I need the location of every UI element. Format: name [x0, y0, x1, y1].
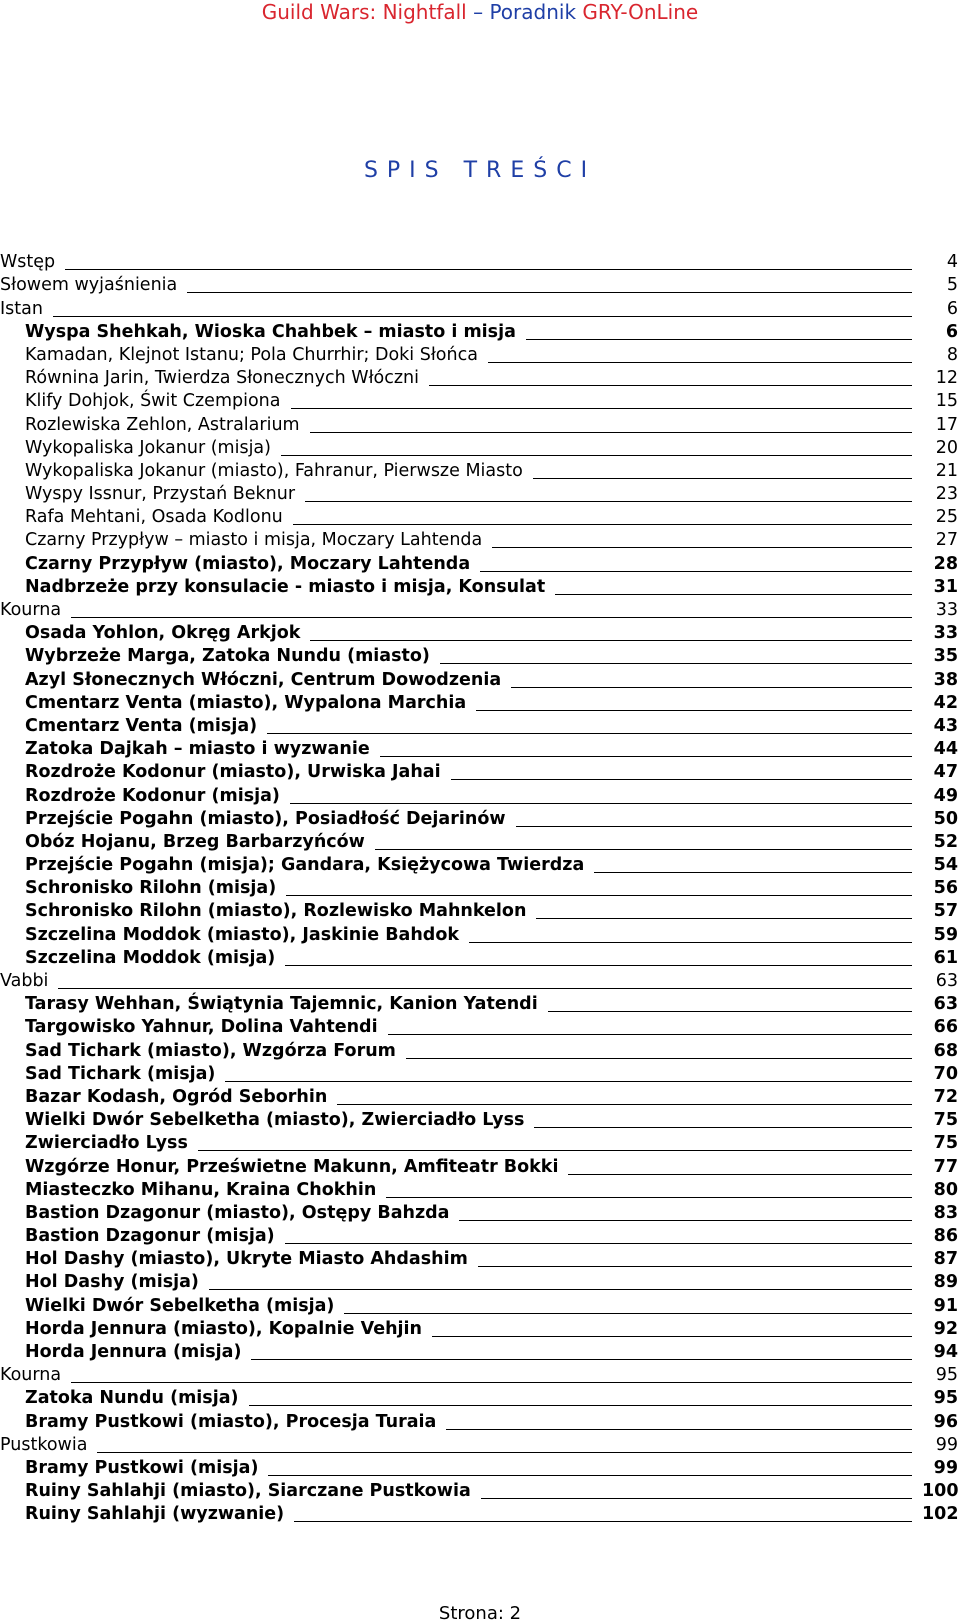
toc-entry: [0, 274, 960, 297]
toc-entry-title: Klify Dohjok, Świt Czempiona: [25, 391, 281, 412]
toc-entry-title: Schronisko Rilohn (miasto), Rozlewisko Mahnkelon: [25, 901, 527, 922]
toc-entry-page: 91: [933, 1295, 958, 1316]
toc-leader-line: [310, 432, 912, 433]
toc-entry-page: 83: [933, 1202, 958, 1223]
toc-entry-title: Zatoka Nundu (misja): [25, 1388, 239, 1409]
toc-entry-page: 42: [933, 692, 958, 713]
toc-entry-title: Słowem wyjaśnienia: [0, 275, 178, 296]
toc-entry: [0, 483, 960, 506]
toc-entry-title: Cmentarz Venta (misja): [25, 715, 258, 736]
toc-entry: [0, 1341, 960, 1364]
toc-entry: [0, 321, 960, 344]
toc-leader-line: [548, 1011, 912, 1012]
toc-entry: [0, 1225, 960, 1248]
toc-entry-page: 57: [933, 901, 958, 922]
toc-entry-page: 89: [933, 1272, 958, 1293]
toc-entry-page: 23: [935, 484, 958, 505]
toc-leader-line: [337, 1104, 912, 1105]
toc-entry-title: Równina Jarin, Twierdza Słonecznych Włóczni: [25, 368, 420, 389]
toc-entry-page: 86: [933, 1226, 958, 1247]
toc-entry-title: Bazar Kodash, Ogród Seborhin: [25, 1086, 328, 1107]
toc-entry-title: Tarasy Wehhan, Świątynia Tajemnic, Kanion Yatendi: [25, 994, 538, 1015]
toc-entry: [0, 599, 960, 622]
toc-leader-line: [451, 779, 912, 780]
toc-entry: [0, 1503, 960, 1526]
toc-entry-title: Horda Jennura (misja): [25, 1342, 242, 1362]
toc-leader-line: [97, 1452, 912, 1453]
toc-entry-title: Sad Tichark (miasto), Wzgórza Forum: [25, 1040, 396, 1061]
toc-leader-line: [432, 1336, 912, 1337]
toc-entry-title: Schronisko Rilohn (misja): [25, 878, 277, 899]
toc-entry: [0, 1109, 960, 1132]
toc-leader-line: [492, 547, 912, 548]
toc-entry: [0, 1179, 960, 1202]
toc-entry-title: Bastion Dzagonur (miasto), Ostępy Bahzda: [25, 1202, 450, 1223]
toc-entry: [0, 1364, 960, 1387]
toc-entry: [0, 784, 960, 807]
toc-entry-page: 75: [933, 1110, 958, 1131]
toc-entry: [0, 738, 960, 761]
toc-entry: [0, 947, 960, 970]
toc-leader-line: [533, 478, 912, 479]
toc-leader-line: [440, 663, 912, 664]
toc-leader-line: [281, 455, 912, 456]
toc-entry-page: 59: [933, 924, 958, 945]
toc-entry: [0, 761, 960, 784]
toc-entry-title: Przejście Pogahn (miasto), Posiadłość Dejarinów: [25, 808, 506, 829]
toc-entry-title: Wykopaliska Jokanur (miasto), Fahranur, Pierwsze Miasto: [25, 460, 523, 481]
toc-entry-title: Istan: [0, 298, 43, 319]
toc-entry: [0, 622, 960, 645]
toc-leader-line: [209, 1289, 912, 1290]
toc-leader-line: [267, 733, 912, 734]
toc-entry-page: 49: [933, 785, 958, 806]
toc-entry: [0, 460, 960, 483]
toc-leader-line: [459, 1220, 912, 1221]
toc-leader-line: [249, 1405, 912, 1406]
toc-leader-line: [511, 687, 912, 688]
toc-entry: [0, 506, 960, 529]
toc-leader-line: [294, 1521, 912, 1522]
toc-entry: [0, 552, 960, 575]
toc-entry-title: Sad Tichark (misja): [25, 1063, 216, 1084]
toc-leader-line: [285, 965, 912, 966]
toc-leader-line: [286, 895, 912, 896]
toc-entry-page: 17: [935, 414, 958, 435]
toc-entry-page: 75: [933, 1133, 958, 1154]
toc-entry: [0, 993, 960, 1016]
toc-entry-page: 38: [933, 669, 958, 690]
toc-entry-page: 80: [933, 1179, 958, 1200]
toc-leader-line: [198, 1150, 912, 1151]
toc-entry: [0, 831, 960, 854]
toc-entry-page: 33: [933, 623, 958, 644]
toc-entry-page: 99: [933, 1457, 958, 1478]
toc-entry-title: Wyspy Issnur, Przystań Beknur: [25, 484, 296, 505]
toc-entry-page: 8: [946, 344, 958, 365]
toc-leader-line: [568, 1174, 912, 1175]
toc-entry: [0, 1271, 960, 1294]
toc-entry: [0, 900, 960, 923]
toc-leader-line: [594, 872, 912, 873]
toc-entry-title: Targowisko Yahnur, Dolina Vahtendi: [25, 1017, 378, 1038]
toc-entry: [0, 1480, 960, 1503]
toc-entry-title: Szczelina Moddok (miasto), Jaskinie Bahdok: [25, 924, 459, 945]
toc-entry-title: Pustkowia: [0, 1434, 88, 1455]
toc-entry-page: 4: [946, 252, 958, 273]
toc-entry-page: 6: [946, 298, 958, 319]
toc-entry-page: 56: [933, 878, 958, 899]
toc-leader-line: [310, 640, 912, 641]
toc-entry-title: Kourna: [0, 600, 62, 620]
toc-entry-title: Wielki Dwór Sebelketha (misja): [25, 1295, 335, 1316]
toc-entry-page: 12: [935, 368, 958, 389]
toc-entry-title: Hol Dashy (misja): [25, 1272, 199, 1293]
toc-entry: [0, 251, 960, 274]
toc-entry: [0, 390, 960, 413]
toc-entry-title: Wstęp: [0, 252, 56, 273]
toc-entry-title: Rafa Mehtani, Osada Kodlonu: [25, 507, 283, 528]
toc-entry-page: 5: [946, 275, 958, 296]
toc-entry-page: 28: [933, 553, 958, 574]
toc-leader-line: [58, 988, 912, 989]
toc-leader-line: [481, 1498, 912, 1499]
toc-entry-page: 43: [933, 715, 958, 736]
toc-heading: SPIS TREŚCI: [363, 158, 597, 183]
toc-entry-title: Osada Yohlon, Okręg Arkjok: [25, 623, 301, 644]
toc-entry-title: Bastion Dzagonur (misja): [25, 1226, 275, 1247]
toc-entry: [0, 715, 960, 738]
toc-entry-title: Bramy Pustkowi (misja): [25, 1457, 259, 1478]
toc-entry-page: 66: [933, 1017, 958, 1038]
toc-leader-line: [478, 1266, 912, 1267]
toc-entry: [0, 367, 960, 390]
toc-entry: [0, 808, 960, 831]
toc-entry-title: Wybrzeże Marga, Zatoka Nundu (miasto): [25, 646, 430, 667]
toc-leader-line: [344, 1313, 912, 1314]
toc-entry-title: Miasteczko Mihanu, Kraina Chokhin: [25, 1179, 377, 1200]
toc-leader-line: [388, 1034, 912, 1035]
toc-entry-title: Ruiny Sahlahji (wyzwanie): [25, 1504, 285, 1525]
toc-leader-line: [516, 826, 912, 827]
toc-entry-page: 100: [922, 1481, 959, 1502]
toc-entry-title: Zatoka Dajkah – miasto i wyzwanie: [25, 739, 370, 760]
toc-leader-line: [406, 1058, 912, 1059]
toc-entry-page: 95: [933, 1388, 958, 1409]
toc-entry-page: 61: [933, 947, 958, 968]
toc-entry-title: Vabbi: [0, 971, 49, 991]
toc-entry: [0, 344, 960, 367]
toc-entry: [0, 692, 960, 715]
toc-entry-title: Rozdroże Kodonur (misja): [25, 785, 280, 806]
toc-entry: [0, 529, 960, 552]
toc-entry-page: 70: [933, 1063, 958, 1084]
header-separator: – Poradnik: [466, 0, 583, 24]
toc-entry: [0, 923, 960, 946]
toc-leader-line: [386, 1197, 912, 1198]
toc-entry: [0, 668, 960, 691]
toc-entry-page: 77: [933, 1156, 958, 1177]
toc-entry-title: Wielki Dwór Sebelketha (miasto), Zwierciadło Lyss: [25, 1110, 525, 1131]
toc-leader-line: [429, 385, 912, 386]
toc-entry: [0, 1434, 960, 1457]
toc-entry-title: Obóz Hojanu, Brzeg Barbarzyńców: [25, 831, 365, 852]
toc-entry-page: 27: [935, 530, 958, 551]
toc-entry: [0, 297, 960, 320]
toc-entry-title: Horda Jennura (miasto), Kopalnie Vehjin: [25, 1318, 422, 1339]
toc-leader-line: [53, 316, 912, 317]
toc-entry-page: 87: [933, 1249, 958, 1270]
header-game-title: Guild Wars: Nightfall: [261, 0, 467, 24]
toc-entry-title: Zwierciadło Lyss: [25, 1133, 188, 1154]
toc-entry-page: 6: [945, 321, 958, 342]
toc-entry: [0, 1294, 960, 1317]
toc-leader-line: [380, 756, 912, 757]
toc-entry-page: 94: [933, 1342, 958, 1362]
toc-entry-title: Czarny Przypływ – miasto i misja, Moczary Lahtenda: [25, 530, 483, 551]
toc-entry: [0, 1155, 960, 1178]
toc-entry-page: 50: [933, 808, 958, 829]
toc-leader-line: [251, 1359, 912, 1360]
toc-entry-page: 52: [933, 831, 958, 852]
toc-entry-title: Nadbrzeże przy konsulacie - miasto i misja, Konsulat: [25, 576, 546, 597]
toc-leader-line: [526, 339, 912, 340]
toc-leader-line: [534, 1127, 912, 1128]
toc-leader-line: [476, 710, 912, 711]
toc-entry: [0, 1202, 960, 1225]
toc-entry-title: Rozlewiska Zehlon, Astralarium: [25, 414, 300, 435]
toc-entry-page: 25: [935, 507, 958, 528]
toc-entry-title: Wykopaliska Jokanur (misja): [25, 437, 271, 458]
toc-entry-title: Przejście Pogahn (misja); Gandara, Księżycowa Twierdza: [25, 855, 585, 876]
table-of-contents: [0, 251, 960, 1526]
toc-entry: [0, 854, 960, 877]
toc-entry-page: 68: [933, 1040, 958, 1061]
toc-leader-line: [488, 362, 912, 363]
toc-leader-line: [305, 501, 912, 502]
header-publisher: GRY-OnLine: [582, 0, 699, 24]
toc-entry-page: 102: [922, 1504, 959, 1525]
toc-leader-line: [290, 803, 912, 804]
toc-entry: [0, 877, 960, 900]
toc-entry-page: 63: [935, 971, 958, 991]
toc-entry-page: 63: [933, 994, 958, 1015]
toc-entry-title: Rozdroże Kodonur (miasto), Urwiska Jahai: [25, 762, 441, 783]
toc-entry-page: 92: [933, 1318, 958, 1339]
toc-entry-title: Hol Dashy (miasto), Ukryte Miasto Ahdashim: [25, 1249, 468, 1270]
toc-entry-title: Cmentarz Venta (miasto), Wypalona Marchia: [25, 692, 467, 713]
toc-entry-title: Kourna: [0, 1365, 62, 1386]
running-header: [0, 0, 960, 24]
toc-entry: [0, 1086, 960, 1109]
toc-entry-title: Ruiny Sahlahji (miasto), Siarczane Pustkowia: [25, 1481, 471, 1502]
toc-entry-title: Czarny Przypływ (miasto), Moczary Lahtenda: [25, 553, 471, 574]
toc-leader-line: [285, 1243, 912, 1244]
toc-entry: [0, 1132, 960, 1155]
toc-entry: [0, 1248, 960, 1271]
toc-entry-page: 47: [933, 762, 958, 783]
toc-leader-line: [71, 617, 912, 618]
toc-entry-page: 33: [935, 600, 958, 620]
page-number-footer: Strona: 2: [438, 1603, 522, 1624]
toc-leader-line: [446, 1429, 912, 1430]
toc-entry-page: 72: [933, 1086, 958, 1107]
toc-leader-line: [65, 269, 912, 270]
toc-leader-line: [480, 571, 912, 572]
toc-entry-title: Wzgórze Honur, Prześwietne Makunn, Amfiteatr Bokki: [25, 1156, 559, 1177]
toc-entry: [0, 1063, 960, 1086]
toc-entry: [0, 645, 960, 668]
toc-entry-page: 35: [933, 646, 958, 667]
toc-entry: [0, 576, 960, 599]
toc-leader-line: [268, 1475, 912, 1476]
toc-leader-line: [187, 292, 912, 293]
toc-leader-line: [291, 408, 913, 409]
toc-entry-page: 44: [933, 739, 958, 760]
toc-entry: [0, 413, 960, 436]
toc-entry-page: 54: [933, 855, 958, 876]
toc-entry-title: Azyl Słonecznych Włóczni, Centrum Dowodzenia: [25, 669, 502, 690]
toc-entry: [0, 1387, 960, 1410]
toc-leader-line: [555, 594, 912, 595]
toc-entry-page: 20: [935, 437, 958, 458]
toc-entry: [0, 1410, 960, 1433]
toc-entry-page: 99: [935, 1434, 958, 1455]
toc-entry: [0, 1318, 960, 1341]
toc-entry: [0, 1016, 960, 1039]
toc-entry-title: Wyspa Shehkah, Wioska Chahbek – miasto i misja: [25, 321, 516, 342]
toc-entry: [0, 1457, 960, 1480]
toc-leader-line: [293, 524, 912, 525]
toc-entry-page: 96: [933, 1411, 958, 1432]
toc-leader-line: [375, 849, 912, 850]
toc-entry-title: Kamadan, Klejnot Istanu; Pola Churrhir; Doki Słońca: [25, 344, 478, 365]
toc-leader-line: [536, 918, 912, 919]
toc-entry-page: 95: [935, 1365, 958, 1386]
toc-entry-page: 21: [935, 460, 958, 481]
toc-leader-line: [469, 942, 912, 943]
toc-leader-line: [71, 1382, 912, 1383]
toc-entry-page: 15: [935, 391, 958, 412]
toc-entry-title: Bramy Pustkowi (miasto), Procesja Turaia: [25, 1411, 437, 1432]
toc-entry-page: 31: [933, 576, 958, 597]
toc-leader-line: [225, 1081, 912, 1082]
toc-entry: [0, 437, 960, 460]
toc-entry: [0, 1039, 960, 1062]
toc-entry: [0, 970, 960, 993]
toc-entry-title: Szczelina Moddok (misja): [25, 947, 276, 968]
